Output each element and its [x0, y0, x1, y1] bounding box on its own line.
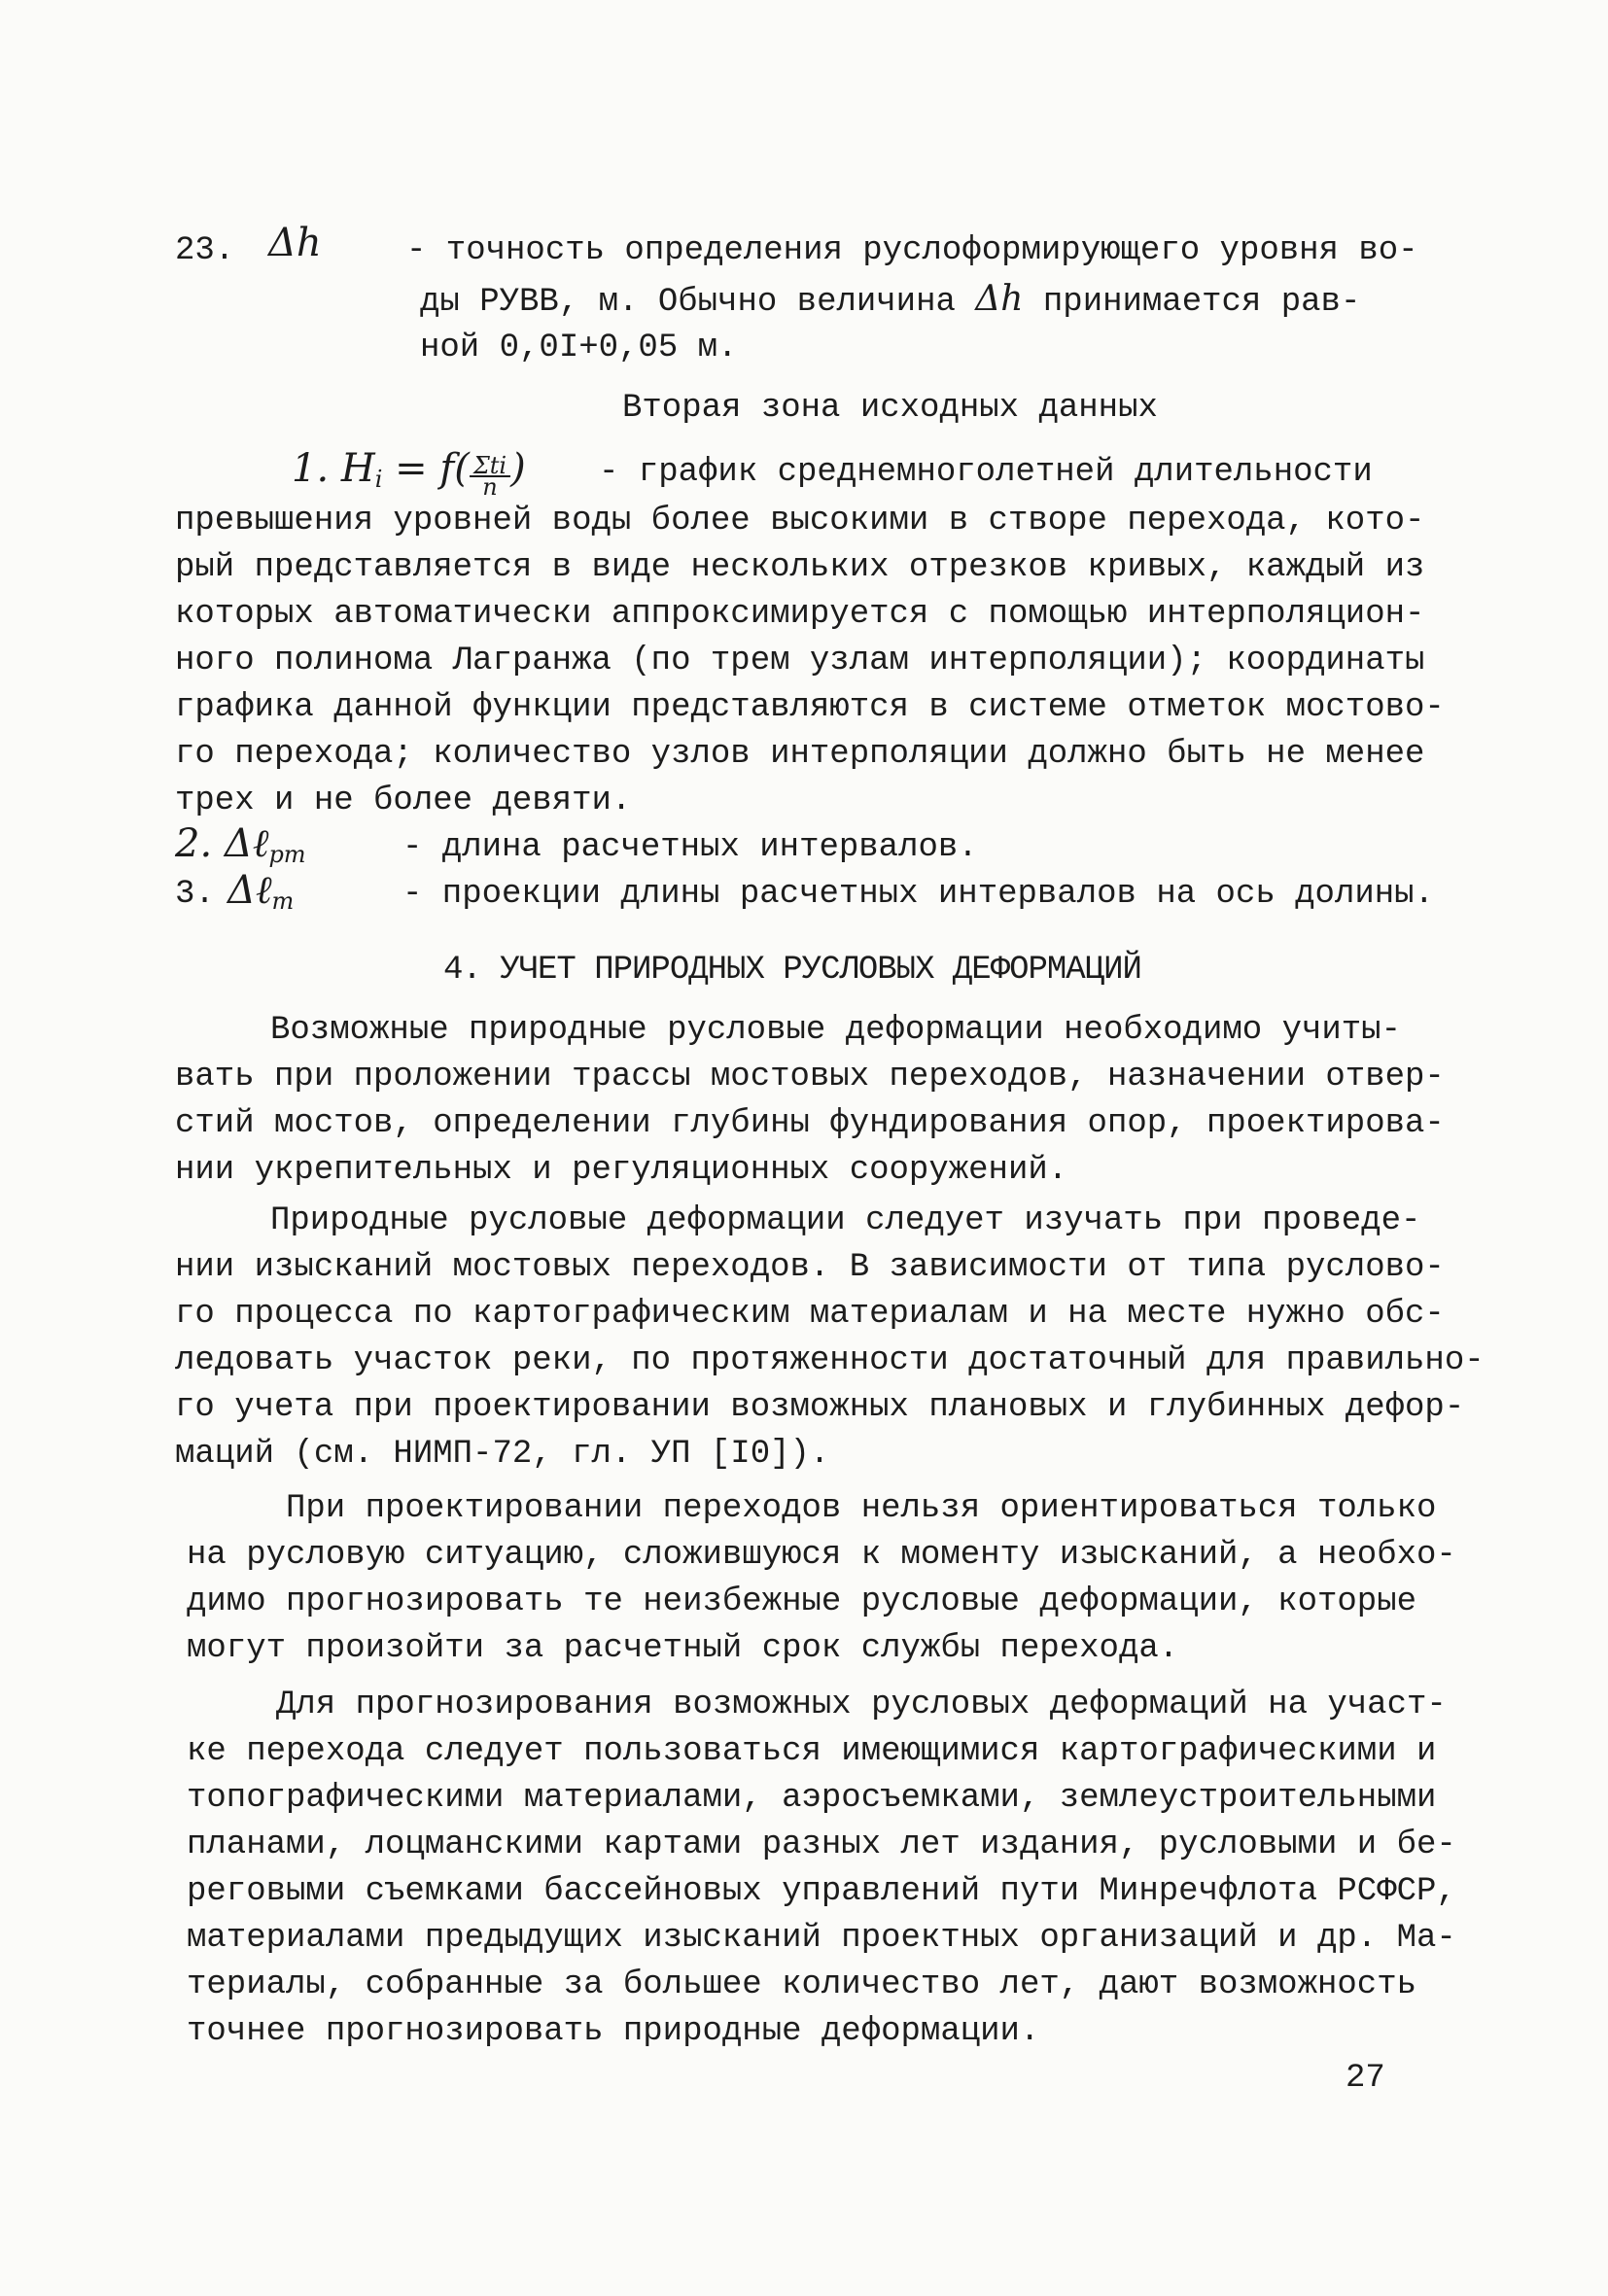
- zone-2-item-3-symbol: Δℓ$_m$: [227, 868, 295, 915]
- zone-2-item-1-line: рый представляется в виде нескольких отрезков кривых, каждый из: [175, 549, 1425, 586]
- section-4-paragraph-line: планами, лоцманскими картами разных лет издания, русловыми и бе-: [187, 1826, 1456, 1863]
- entry-23-symbol: Δh: [268, 221, 322, 265]
- zone-2-item-3-text: - проекции длины расчетных интервалов на ось долины.: [402, 876, 1434, 913]
- zone-2-item-1-formula: 1. $H_i = f$( $\frac{\text{Σti}}{n}$ ): [292, 446, 526, 501]
- zone-2-item-2-text: - длина расчетных интервалов.: [402, 829, 978, 866]
- section-4-paragraph-line: могут произойти за расчетный срок службы перехода.: [187, 1630, 1179, 1667]
- zone-2-item-3-number: 3.: [175, 876, 215, 913]
- entry-23-line-3: ной 0,0I+0,05 м.: [420, 330, 738, 366]
- zone-2-item-2-symbol: 2. Δℓ$_{pm}$: [175, 821, 306, 868]
- entry-23-line-2: ды РУВВ, м. Обычно величина Δh принимается рав-: [420, 279, 1361, 321]
- section-4-paragraph-line: вать при проложении трассы мостовых переходов, назначении отвер-: [175, 1059, 1445, 1096]
- section-4-paragraph-line: го учета при проектировании возможных плановых и глубинных дефор-: [175, 1389, 1465, 1426]
- section-4-paragraph-line: на русловую ситуацию, сложившуюся к моменту изысканий, а необхо-: [187, 1537, 1456, 1574]
- zone-2-title: Вторая зона исходных данных: [622, 390, 1158, 427]
- page-number: 27: [1346, 2060, 1385, 2097]
- section-4-paragraph-line: Природные русловые деформации следует изучать при проведе-: [270, 1202, 1421, 1239]
- entry-23-line-1: - точность определения руслоформирующего уровня во-: [406, 232, 1418, 269]
- zone-2-item-1-line: го перехода; количество узлов интерполяции должно быть не менее: [175, 736, 1425, 773]
- zone-2-item-1-line-1: - график среднемноголетней длительности: [599, 454, 1373, 491]
- zone-2-item-1-line: трех и не более девяти.: [175, 783, 632, 819]
- section-4-paragraph-line: топографическими материалами, аэросъемками, землеустроительными: [187, 1780, 1437, 1817]
- section-4-paragraph-line: Возможные природные русловые деформации необходимо учиты-: [270, 1012, 1401, 1049]
- section-4-title: 4. УЧЕТ ПРИРОДНЫХ РУСЛОВЫХ ДЕФОРМАЦИЙ: [443, 952, 1141, 989]
- zone-2-item-1-line: графика данной функции представляются в системе отметок мостово-: [175, 689, 1445, 726]
- section-4-paragraph-line: реговыми съемками бассейновых управлений пути Минречфлота РСФСР,: [187, 1873, 1456, 1910]
- section-4-paragraph-line: ледовать участок реки, по протяженности достаточный для правильно-: [175, 1342, 1485, 1379]
- zone-2-item-1-line: которых автоматически аппроксимируется с помощью интерполяцион-: [175, 596, 1425, 633]
- zone-2-item-1-line: превышения уровней воды более высокими в створе перехода, кото-: [175, 503, 1425, 539]
- section-4-paragraph-line: нии изысканий мостовых переходов. В зависимости от типа руслово-: [175, 1249, 1445, 1286]
- section-4-paragraph-line: териалы, собранные за большее количество лет, дают возможность: [187, 1966, 1417, 2003]
- section-4-paragraph-line: димо прогнозировать те неизбежные русловые деформации, которые: [187, 1583, 1417, 1620]
- section-4-paragraph-line: ке перехода следует пользоваться имеющимися картографическими и: [187, 1733, 1437, 1770]
- section-4-paragraph-line: Для прогнозирования возможных русловых деформаций на участ-: [276, 1687, 1447, 1723]
- zone-2-item-1-line: ного полинома Лагранжа (по трем узлам интерполяции); координаты: [175, 643, 1425, 679]
- section-4-paragraph-line: материалами предыдущих изысканий проектных организаций и др. Ма-: [187, 1920, 1456, 1957]
- section-4-paragraph-line: маций (см. НИМП-72, гл. УП [I0]).: [175, 1436, 830, 1473]
- section-4-paragraph-line: го процесса по картографическим материалам и на месте нужно обс-: [175, 1296, 1445, 1333]
- section-4-paragraph-line: нии укрепительных и регуляционных сооружений.: [175, 1152, 1068, 1189]
- entry-23-symbol-inline: Δh: [975, 279, 1024, 319]
- section-4-paragraph-line: точнее прогнозировать природные деформации.: [187, 2013, 1040, 2050]
- entry-23-number: 23.: [175, 232, 235, 269]
- section-4-paragraph-line: стий мостов, определении глубины фундирования опор, проектирова-: [175, 1105, 1445, 1142]
- section-4-paragraph-line: При проектировании переходов нельзя ориентироваться только: [286, 1490, 1437, 1527]
